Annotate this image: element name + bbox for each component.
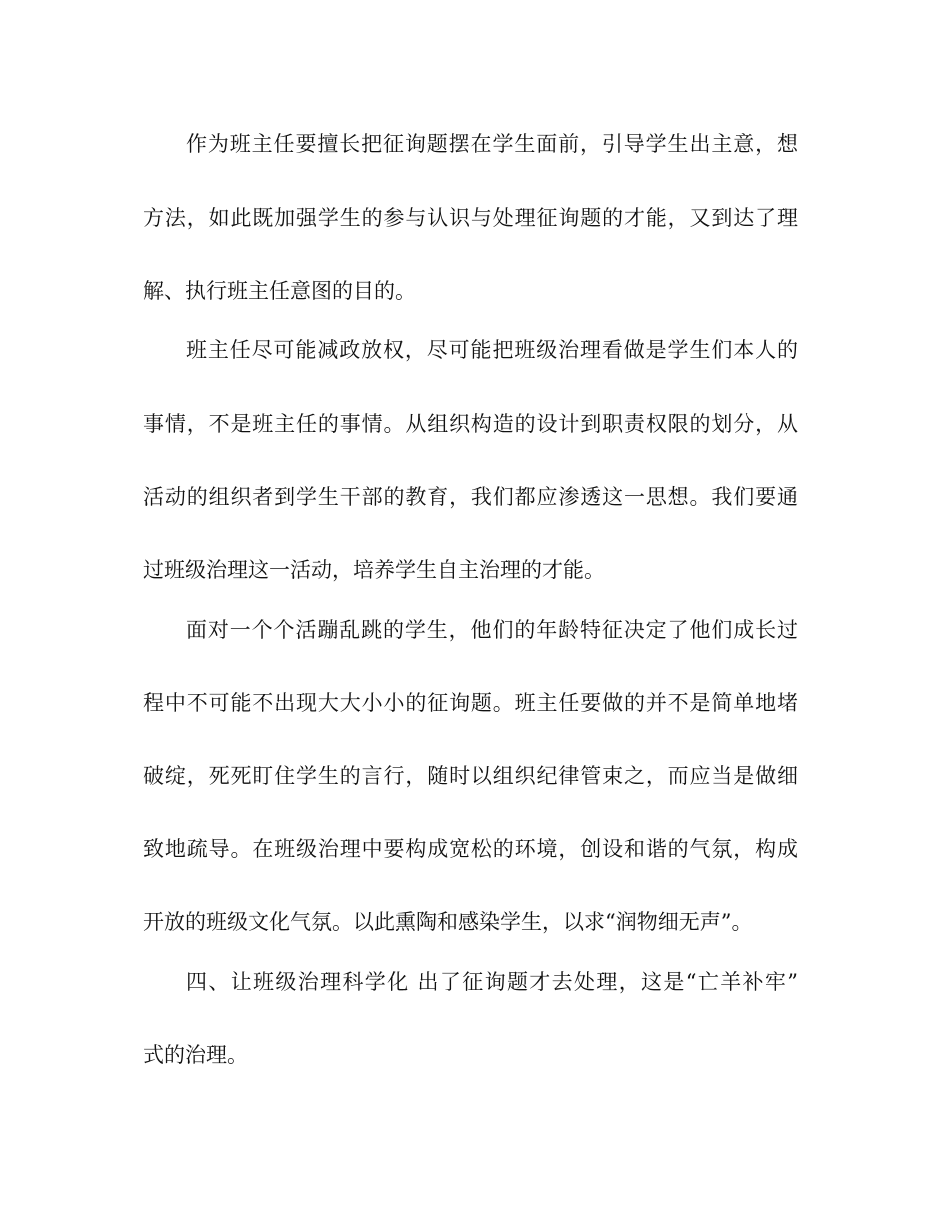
paragraph-1-line-1: 作为班主任要擅长把征询题摆在学生面前，引导学生出主意，想 — [186, 132, 798, 156]
paragraph-1-line-3: 解、执行班主任意图的目的。 — [143, 279, 416, 303]
paragraph-3-line-3: 破绽，死死盯住学生的言行，随时以组织纪律管束之，而应当是做细 — [143, 764, 798, 788]
paragraph-2-line-2: 事情，不是班主任的事情。从组织构造的设计到职责权限的划分，从 — [143, 412, 798, 436]
paragraph-3-line-4: 致地疏导。在班级治理中要构成宽松的环境，创设和谐的气氛，构成 — [143, 837, 798, 861]
paragraph-4-line-1: 四、让班级治理科学化 出了征询题才去处理，这是“亡羊补牢” — [186, 970, 798, 994]
paragraph-1-line-2: 方法，如此既加强学生的参与认识与处理征询题的才能，又到达了理 — [143, 206, 798, 230]
paragraph-4-line-2: 式的治理。 — [143, 1043, 248, 1067]
paragraph-2-line-4: 过班级治理这一活动，培养学生自主治理的才能。 — [143, 558, 605, 582]
paragraph-2-line-1: 班主任尽可能减政放权，尽可能把班级治理看做是学生们本人的 — [186, 338, 798, 362]
paragraph-2-line-3: 活动的组织者到学生干部的教育，我们都应渗透这一思想。我们要通 — [143, 485, 798, 509]
paragraph-3-line-5: 开放的班级文化气氛。以此熏陶和感染学生，以求“润物细无声”。 — [143, 910, 753, 934]
paragraph-3-line-2: 程中不可能不出现大大小小的征询题。班主任要做的并不是简单地堵 — [143, 691, 798, 715]
paragraph-3-line-1: 面对一个个活蹦乱跳的学生，他们的年龄特征决定了他们成长过 — [186, 618, 798, 642]
